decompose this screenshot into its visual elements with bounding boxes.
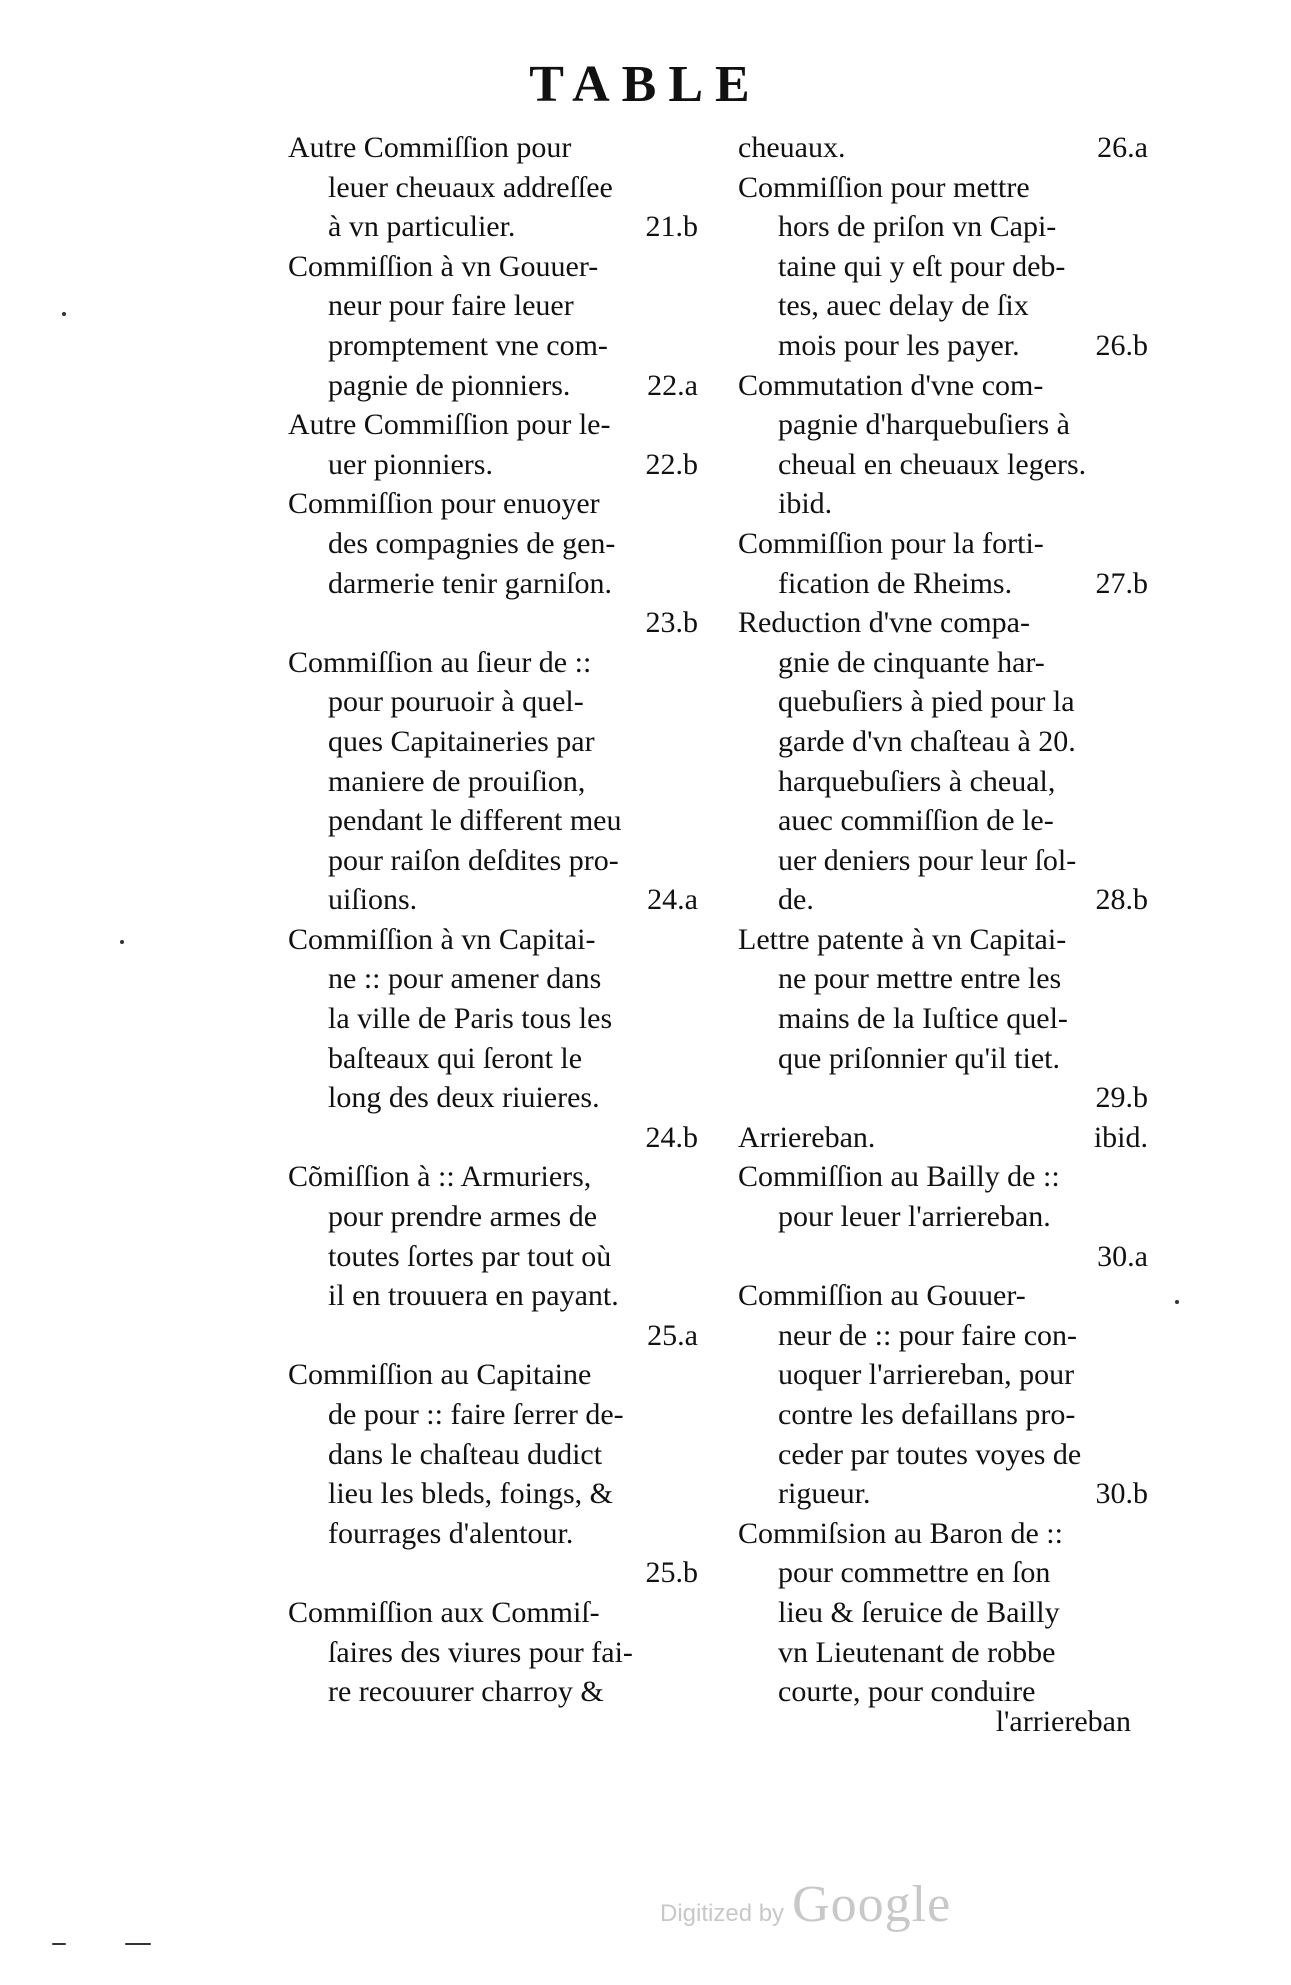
entry-line [738,564,1148,604]
entry-line: re recouurer charroy & [328,1675,604,1709]
entry-line: Commiſſion au Bailly de :: [738,1160,1060,1194]
entry-line: baſteaux qui ſeront le [328,1041,583,1075]
entry-line: neur de :: pour faire con- [778,1318,1078,1352]
entry-line: taine qui y eſt pour deb- [778,249,1066,283]
index-entry [288,405,698,484]
index-entry [288,1593,698,1712]
page-reference: 24.a [647,883,698,917]
entry-line [288,880,698,920]
entry-line: ceder par toutes voyes de [778,1437,1082,1471]
entry-line: uoquer l'arriereban, pour [778,1358,1075,1392]
page-reference: 22.a [647,368,698,402]
entry-line: maniere de prouiſion, [328,764,586,798]
page-reference: 30.a [1097,1239,1148,1273]
entry-line: mains de la Iuſtice quel- [778,1002,1068,1036]
entry-line: fourrages d'alentour. [328,1516,574,1550]
entry-text: pagnie de pionniers. [328,368,571,402]
entry-line: Commutation d'vne com- [738,368,1044,402]
entry-line [738,1237,1148,1277]
entry-line: promptement vne com- [328,328,608,362]
entry-line: ne pour mettre entre les [778,962,1062,996]
index-entry [738,168,1148,366]
page-reference: 25.a [647,1318,698,1352]
index-entry [738,603,1148,920]
entry-line: ibid. [778,487,833,521]
entry-line: Commiſſion pour enuoyer [288,487,600,521]
entry-line [738,880,1148,920]
left-column [288,128,698,1712]
index-entry [738,1157,1148,1276]
entry-line: Commiſſion pour la forti- [738,526,1044,560]
entry-text: à vn particulier. [328,210,516,244]
entry-line: Commiſſion au Capitaine [288,1358,592,1392]
entry-text: uer pionniers. [328,447,493,481]
entry-line: Commiſſion au Gouuer- [738,1279,1026,1313]
entry-line: il en trouuera en payant. [328,1279,619,1313]
index-entry [288,643,698,920]
entry-text: Arriereban. [738,1120,876,1154]
entry-line: pour raiſon deſdites pro- [328,843,619,877]
entry-line: tes, auec delay de ſix [778,289,1029,323]
entry-line: gnie de cinquante har- [778,645,1045,679]
page-reference: 24.b [645,1120,698,1154]
entry-line: garde d'vn chaſteau à 20. [778,724,1076,758]
entry-line: ne :: pour amener dans [328,962,602,996]
page-reference: 21.b [645,210,698,244]
entry-line: la ville de Paris tous les [328,1002,613,1036]
entry-line: Commiſſion aux Commiſ- [288,1595,600,1629]
entry-line: contre les defaillans pro- [778,1398,1076,1431]
entry-line: auec commiſſion de le- [778,804,1054,838]
index-entry [738,524,1148,603]
entry-line: lieu & ſeruice de Bailly [778,1595,1060,1629]
index-entry [738,920,1148,1118]
entry-line: vn Lieutenant de robbe [778,1635,1056,1669]
entry-line: toutes ſortes par tout où [328,1239,612,1273]
entry-line: darmerie tenir garniſon. [328,566,613,600]
entry-text: de. [778,883,814,917]
ink-speck [120,940,124,944]
entry-text: cheuaux. [738,131,846,164]
entry-line: pour commettre en ſon [778,1556,1051,1590]
index-entry [738,128,1148,168]
entry-line: neur pour faire leuer [328,289,574,323]
entry-text: fication de Rheims. [778,566,1013,600]
index-entry [288,920,698,1158]
page-reference: 26.a [1097,131,1148,164]
entry-line: pour pouruoir à quel- [328,685,584,719]
page-reference: 28.b [1095,883,1148,917]
entry-line: uer deniers pour leur ſol- [778,843,1077,877]
index-entry [738,1514,1148,1712]
catchword: l'arriereban [995,1705,1131,1738]
entry-line: Commiſſion pour mettre [738,170,1030,204]
entry-text: rigueur. [778,1477,871,1511]
entry-line [288,1316,698,1356]
page-title: TABLE [529,56,762,113]
entry-line: pendant le different meu [328,804,622,838]
entry-line: long des deux riuieres. [328,1081,600,1115]
page-reference: ibid. [1093,1120,1148,1154]
right-column [738,128,1148,1712]
entry-line [288,1553,698,1593]
entry-line [738,326,1148,366]
entry-line [288,445,698,485]
index-entry [738,1276,1148,1514]
entry-line: dans le chaſteau dudict [328,1437,603,1471]
entry-line: Commiſſion à vn Gouuer- [288,249,599,283]
index-entry [288,128,698,247]
entry-line: Commiſsion au Baron de :: [738,1516,1063,1550]
ink-speck [125,1943,151,1945]
entry-text: mois pour les payer. [778,328,1020,362]
ink-speck [62,312,66,316]
entry-line [288,1118,698,1158]
page-reference: 30.b [1095,1477,1148,1511]
page-reference: 26.b [1095,328,1148,362]
entry-line: des compagnies de gen- [328,526,616,560]
entry-line: pagnie d'harquebuſiers à [778,408,1070,442]
entry-line: ques Capitaineries par [328,724,595,758]
entry-line: que priſonnier qu'il tiet. [778,1041,1061,1075]
entry-line: cheual en cheuaux legers. [778,447,1087,481]
watermark-brand: Google [792,1876,952,1933]
entry-line: hors de priſon vn Capi- [778,210,1057,244]
page-reference: 27.b [1095,566,1148,600]
entry-line: quebuſiers à pied pour la [778,685,1075,719]
entry-line [738,1078,1148,1118]
ink-speck [52,1943,66,1945]
index-entry [738,1118,1148,1158]
entry-line: pour prendre armes de [328,1200,598,1234]
entry-line: Autre Commiſſion pour le- [288,408,611,442]
index-entry [288,247,698,405]
entry-line: Cõmiſſion à :: Armuriers, [288,1160,592,1194]
entry-line: Autre Commiſſion pour [288,131,572,164]
page-reference: 23.b [645,606,698,640]
index-entry [288,484,698,642]
entry-line [738,1474,1148,1514]
entry-line [288,207,698,247]
index-entry [288,1157,698,1355]
entry-line: Commiſſion à vn Capitai- [288,922,596,956]
entry-line [738,1118,1148,1158]
entry-line: courte, pour conduire [778,1675,1036,1709]
entry-line: Reduction d'vne compa- [738,606,1030,640]
entry-line: leuer cheuaux addreſſee [328,170,613,204]
watermark-prefix: Digitized by [660,1900,785,1927]
entry-line [288,366,698,406]
index-entry [288,1355,698,1593]
ink-speck [1175,1300,1179,1304]
entry-line: Commiſſion au ſieur de :: [288,645,592,679]
digitized-watermark [660,1875,951,1934]
page-reference: 25.b [645,1556,698,1590]
entry-line: lieu les bleds, foings, & [328,1477,613,1511]
page-reference: 22.b [645,447,698,481]
entry-line: Lettre patente à vn Capitai- [738,922,1067,956]
entry-line: harquebuſiers à cheual, [778,764,1056,798]
page-reference: 29.b [1095,1081,1148,1115]
entry-line: de pour :: faire ſerrer de- [328,1398,624,1431]
entry-line: pour leuer l'arriereban. [778,1200,1051,1234]
entry-line: ſaires des viures pour fai- [328,1635,633,1669]
entry-line [738,128,1148,168]
entry-line [288,603,698,643]
index-entry [738,366,1148,524]
entry-text: uiſions. [328,883,418,917]
